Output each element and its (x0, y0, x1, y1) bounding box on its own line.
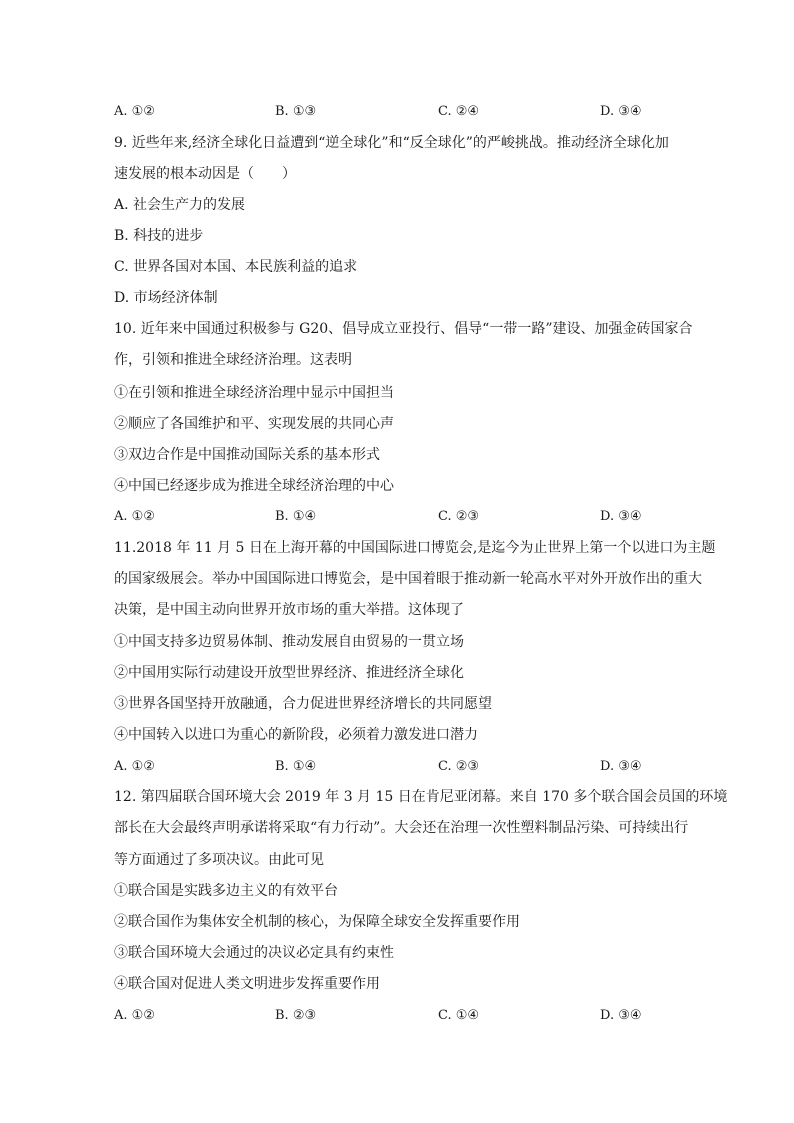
q12-option-b[interactable]: B. ②③ (275, 1008, 317, 1023)
q12-statement-1: ①联合国是实践多边主义的有效平台 (114, 883, 338, 899)
q9-option-b[interactable]: B. 科技的进步 (114, 228, 204, 244)
q11-option-d[interactable]: D. ③④ (600, 759, 642, 774)
q11-statement-4: ④中国转入以进口为重心的新阶段，必须着力激发进口潜力 (114, 727, 478, 743)
q11-option-a[interactable]: A. ①② (114, 759, 155, 774)
q10-option-c[interactable]: C. ②③ (438, 509, 480, 524)
q8-option-c[interactable]: C. ②④ (438, 104, 480, 119)
q12-stem-line-3: 等方面通过了多项决议。由此可见 (114, 852, 324, 868)
q12-option-d[interactable]: D. ③④ (600, 1008, 642, 1023)
q12-option-c[interactable]: C. ①④ (438, 1008, 480, 1023)
q12-statement-3: ③联合国环境大会通过的决议必定具有约束性 (114, 945, 394, 961)
q9-option-a[interactable]: A. 社会生产力的发展 (114, 197, 246, 213)
q9-stem-line-1: 9. 近些年来,经济全球化日益遭到“逆全球化”和“反全球化”的严峻挑战。推动经济全球化加 (114, 135, 669, 151)
q11-stem-line-1: 11.2018 年 11 月 5 日在上海开幕的中国国际进口博览会,是迄今为止世界上第一个以进口为主题 (114, 540, 716, 556)
q12-statement-4: ④联合国对促进人类文明进步发挥重要作用 (114, 976, 380, 992)
q10-option-b[interactable]: B. ①④ (275, 509, 317, 524)
q9-stem-line-2: 速发展的根本动因是（ ） (114, 166, 296, 182)
q10-statement-1: ①在引领和推进全球经济治理中显示中国担当 (114, 385, 394, 401)
q11-statement-1: ①中国支持多边贸易体制、推动发展自由贸易的一贯立场 (114, 634, 464, 650)
q11-statement-3: ③世界各国坚持开放融通，合力促进世界经济增长的共同愿望 (114, 696, 492, 712)
q10-options (114, 507, 714, 527)
q8-option-b[interactable]: B. ①③ (275, 104, 317, 119)
q9-option-c[interactable]: C. 世界各国对本国、本民族利益的追求 (114, 259, 358, 275)
q12-options (114, 1006, 714, 1026)
q10-statement-2: ②顺应了各国维护和平、实现发展的共同心声 (114, 416, 394, 432)
q11-options (114, 757, 714, 777)
q11-stem-line-2: 的国家级展会。举办中国国际进口博览会，是中国着眼于推动新一轮高水平对外开放作出的重大 (114, 571, 702, 587)
q8-options (114, 102, 714, 122)
q10-option-a[interactable]: A. ①② (114, 509, 155, 524)
q10-statement-3: ③双边合作是中国推动国际关系的基本形式 (114, 447, 380, 463)
q10-statement-4: ④中国已经逐步成为推进全球经济治理的中心 (114, 478, 394, 494)
q10-stem-line-1: 10. 近年来中国通过积极参与 G20、倡导成立亚投行、倡导“一带一路”建设、加强金砖国家合 (114, 321, 693, 337)
q12-option-a[interactable]: A. ①② (114, 1008, 155, 1023)
q11-option-c[interactable]: C. ②③ (438, 759, 480, 774)
q9-option-d[interactable]: D. 市场经济体制 (114, 290, 218, 306)
q8-option-a[interactable]: A. ①② (114, 104, 155, 119)
q11-statement-2: ②中国用实际行动建设开放型世界经济、推进经济全球化 (114, 665, 464, 681)
q8-option-d[interactable]: D. ③④ (600, 104, 642, 119)
q11-stem-line-3: 决策，是中国主动向世界开放市场的重大举措。这体现了 (114, 602, 464, 618)
q12-statement-2: ②联合国作为集体安全机制的核心，为保障全球安全发挥重要作用 (114, 914, 520, 930)
q10-stem-line-2: 作，引领和推进全球经济治理。这表明 (114, 352, 352, 368)
q10-option-d[interactable]: D. ③④ (600, 509, 642, 524)
q12-stem-line-1: 12. 第四届联合国环境大会 2019 年 3 月 15 日在肯尼亚闭幕。来自 170 多个联合国会员国的环境 (114, 789, 728, 805)
q11-option-b[interactable]: B. ①④ (275, 759, 317, 774)
q12-stem-line-2: 部长在大会最终声明承诺将采取“有力行动”。大会还在治理一次性塑料制品污染、可持续出行 (114, 820, 689, 836)
